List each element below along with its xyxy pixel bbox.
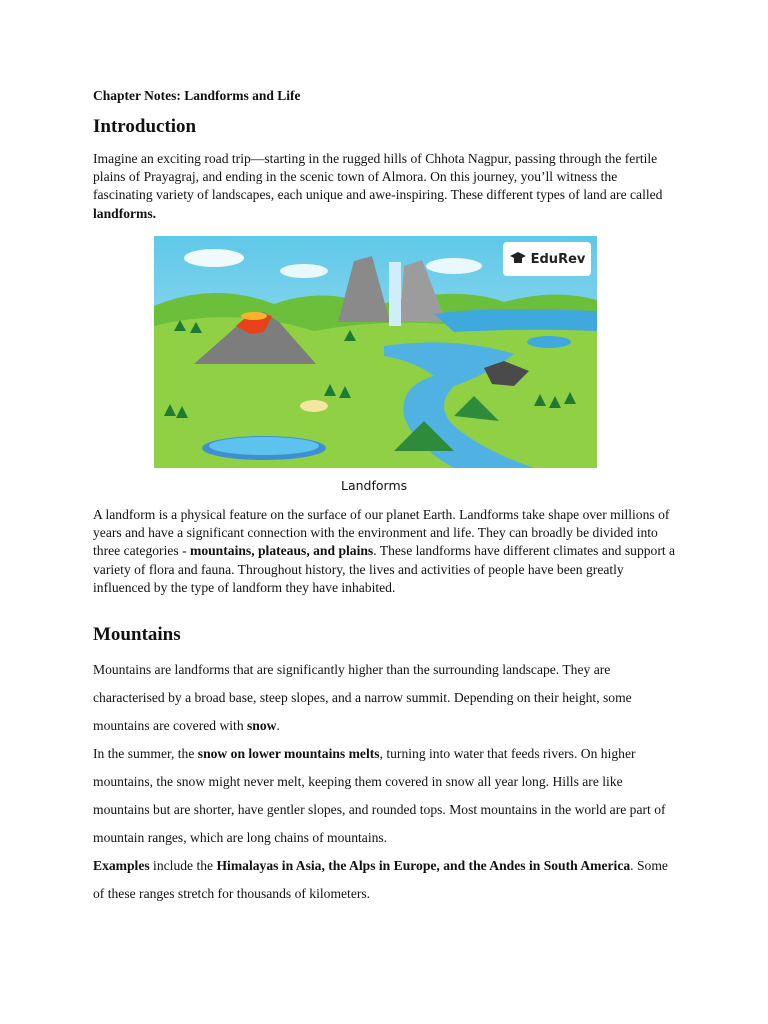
- graduation-cap-icon: [509, 250, 527, 268]
- mountains-heading: Mountains: [93, 624, 181, 645]
- brand-name: EduRev: [530, 251, 586, 267]
- mountains-bold-snow: snow: [247, 718, 277, 733]
- mountains-text-1: Mountains are landforms that are significantly higher than the surrounding landscape. They are characterised by a broad base, steep slopes, and a narrow summit. Depending on their height, some mountains are covered with: [93, 662, 632, 733]
- mountains-text-5: include the: [149, 858, 217, 873]
- landform-paragraph: [93, 506, 678, 597]
- mountains-text-3: In the summer, the: [93, 746, 198, 761]
- landform-text-1: A landform is a physical feature on the surface of our planet Earth. Landforms take shape over millions of years and have a significant connection with the environment and life. They can broadly be divided into three categories -: [93, 507, 670, 559]
- mountains-bold-examples: Examples: [93, 858, 150, 873]
- chapter-title: Chapter Notes: Landforms and Life: [93, 88, 301, 103]
- figure-caption: Landforms: [341, 478, 408, 493]
- mountains-text-4: , turning into water that feeds rivers. On higher mountains, the snow might never melt, keeping them covered in snow all year long. Hills are like mountains but are shorter, have gentler slopes, and rounded tops. Most mountains in the world are part of mountain ranges, which are long chains of mountains.: [93, 746, 666, 845]
- intro-text: Imagine an exciting road trip—starting in the rugged hills of Chhota Nagpur, passing through the fertile plains of Prayagraj, and ending in the scenic town of Almora. On this journey, you’ll witness the fascinating variety of landscapes, each unique and awe-inspiring. These different types of land are called: [93, 151, 663, 203]
- introduction-heading: Introduction: [93, 116, 197, 137]
- landform-text-2: . These landforms have different climates and support a variety of flora and fauna. Throughout history, the lives and activities of people have been greatly influenced by the type of landform they have inhabited.: [93, 543, 676, 595]
- landforms-illustration: [154, 236, 597, 468]
- mountains-bold-melts: snow on lower mountains melts: [197, 746, 380, 761]
- mountains-text-6: . Some of these ranges stretch for thousands of kilometers.: [93, 858, 668, 901]
- mountains-paragraph: [93, 656, 678, 908]
- intro-bold-landforms: landforms.: [93, 205, 157, 221]
- mountains-bold-ranges: Himalayas in Asia, the Alps in Europe, and the Andes in South America: [216, 858, 631, 873]
- landform-bold-categories: mountains, plateaus, and plains: [190, 543, 374, 559]
- edurev-logo: [503, 242, 591, 276]
- mountains-text-2: .: [276, 718, 280, 733]
- introduction-paragraph: [93, 150, 678, 223]
